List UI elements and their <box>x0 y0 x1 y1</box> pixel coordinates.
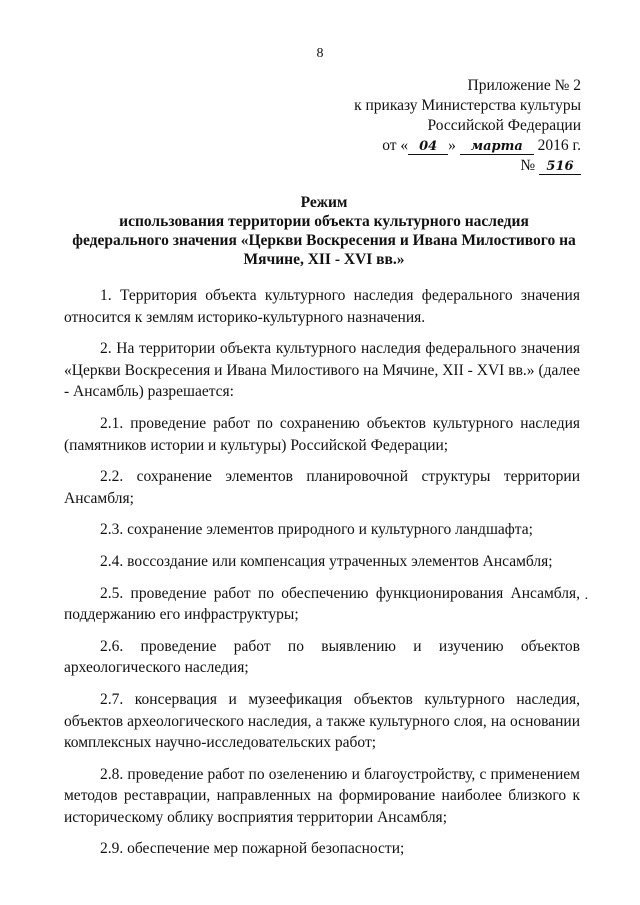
handwritten-day: 04 <box>408 140 448 155</box>
order-date <box>300 136 581 156</box>
paragraph-2-3: 2.3. сохранение элементов природного и культурного ландшафта; <box>100 521 533 539</box>
paragraph-2-8: 2.8. проведение работ по озеленению и благоустройству, с применением методов реставрации, направленных на формирование наиболее близкого к историческому облику восприятия территории Ансамбля; <box>64 765 580 826</box>
order-reference: к приказу Министерства культуры <box>354 97 581 114</box>
title-line-1: Режим <box>300 194 348 211</box>
paragraph-2: 2. На территории объекта культурного наследия федерального значения «Церкви Воскресения и Ивана Милостивого на Мячине, XII - XVI вв.» (далее - Ансамбль) разрешается: <box>64 340 580 401</box>
paragraph-2-1: 2.1. проведение работ по сохранению объектов культурного наследия (памятников истории и культуры) Российской Федерации; <box>64 414 580 454</box>
page-number: 8 <box>316 46 324 61</box>
paragraph-2-5: 2.5. проведение работ по обеспечению функционирования Ансамбля, поддержанию его инфраструктуры; <box>64 584 580 624</box>
paragraph-2-4: 2.4. воссоздание или компенсация утраченных элементов Ансамбля; <box>100 552 553 570</box>
handwritten-number: 516 <box>539 160 581 175</box>
paragraph-2-2: 2.2. сохранение элементов планировочной структуры территории Ансамбля; <box>64 468 580 507</box>
date-prefix: от « <box>382 137 409 154</box>
date-year: 2016 г. <box>537 137 581 154</box>
paragraph-2-6: 2.6. проведение работ по выявлению и изучению объектов археологического наследия; <box>64 637 580 677</box>
appendix-header <box>300 76 581 176</box>
appendix-title: Приложение № 2 <box>467 77 581 94</box>
title-line-3: федерального значения «Церкви Воскресения и Ивана Милостивого на <box>72 232 576 249</box>
document-body <box>64 285 580 870</box>
order-number <box>300 156 581 176</box>
paragraph-1: 1. Территория объекта культурного наследия федерального значения относится к землям историко-культурного назначения. <box>64 287 580 326</box>
handwritten-month: марта <box>460 140 534 155</box>
number-prefix: № <box>520 157 536 174</box>
title-line-4: Мячине, XII - XVI вв.» <box>243 251 405 268</box>
paragraph-2-9: 2.9. обеспечение мер пожарной безопасности; <box>100 840 405 858</box>
date-mid: » <box>448 137 456 154</box>
document-title <box>64 193 584 269</box>
scan-speck: · <box>584 592 589 607</box>
title-line-2: использования территории объекта культурного наследия <box>119 213 529 230</box>
federation-line: Российской Федерации <box>427 117 581 134</box>
paragraph-2-7: 2.7. консервация и музеефикация объектов культурного наследия, объектов археологического наследия, а также культурного слоя, на основании комплексных научно-исследовательских работ; <box>64 690 580 752</box>
